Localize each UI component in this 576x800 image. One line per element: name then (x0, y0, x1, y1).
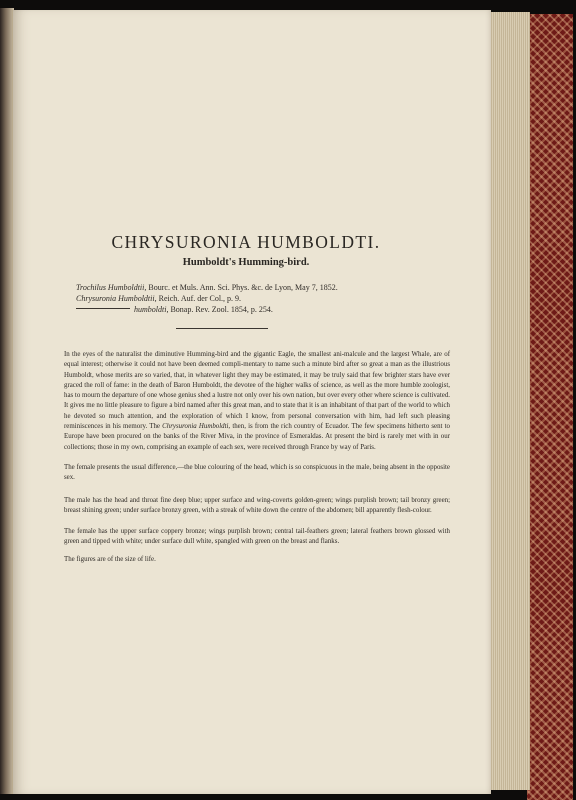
page-subtitle: Humboldt's Humming-bird. (182, 257, 310, 268)
paragraph-2: The female presents the usual difference,—the blue colouring of the head, which is so conspicuous in the male, being absent in the opposite sex. (64, 464, 450, 482)
paragraph-5: The figures are of the size of life. (64, 556, 156, 563)
synonym-line-1: Trochilus Humboldtii, Bourc. et Muls. Ann. Sci. Phys. &c. de Lyon, May 7, 1852. (76, 283, 338, 292)
synonym-line-3: humboldti, Bonap. Rev. Zool. 1854, p. 254. (76, 305, 273, 314)
page-title: CHRYSURONIA HUMBOLDTI. (111, 232, 381, 252)
ditto-rule (76, 308, 130, 309)
paragraph-4: The female has the upper surface coppery bronze; wings purplish brown; central tail-feathers green; lateral feathers brown glossed with green and tipped with white; under surface dull white, spangled with green on the breast and flanks. (64, 528, 450, 546)
synonym-line-2: Chrysuronia Humboldtii, Reich. Auf. der Col., p. 9. (76, 294, 242, 303)
marbled-edge (527, 14, 573, 800)
divider (176, 328, 268, 329)
paragraph-3: The male has the head and throat fine deep blue; upper surface and wing-coverts golden-green; wings purplish brown; tail bronzy green; breast shining green; under surface bronzy green, with a streak of white down the centre of the abdomen; bill apparently flesh-colour. (64, 497, 450, 515)
paragraph-1: In the eyes of the naturalist the diminutive Humming-bird and the gigantic Eagle, the smallest ani-malcule and the largest Whale, are of equal interest; otherwise it could not have been deemed compli-mentary to name such a minute bird after so great a man as the illustrious Humboldt, whose merits are so varied, that, in whatever light they may be estimated, it may be truly said that few brighter stars have ever graced the roll of fame: in the death of Baron Humboldt, the devotee of the higher walks of science, as well as the more humble zoologist, has to mourn the departure of one whose genius shed a lustre not only over his own nation, but over every other where science is cultivated. It gives me no little pleasure to figure a bird named after this great man, and to state that it is an inhabitant of that part of the world to which he devoted so much attention, and the exploration of which I know, from personal conversation with him, had left such pleasing reminiscences in his memory. The Chrysuronia Humboldti, then, is from the rich country of Ecuador. The few specimens hitherto sent to Europe have been procured on the banks of the River Miva, in the province of Esmeraldas. At present the bird is rarely met with in our collections; those in my own, comprising an example of each sex, were received through France by way of Paris. (64, 351, 450, 451)
